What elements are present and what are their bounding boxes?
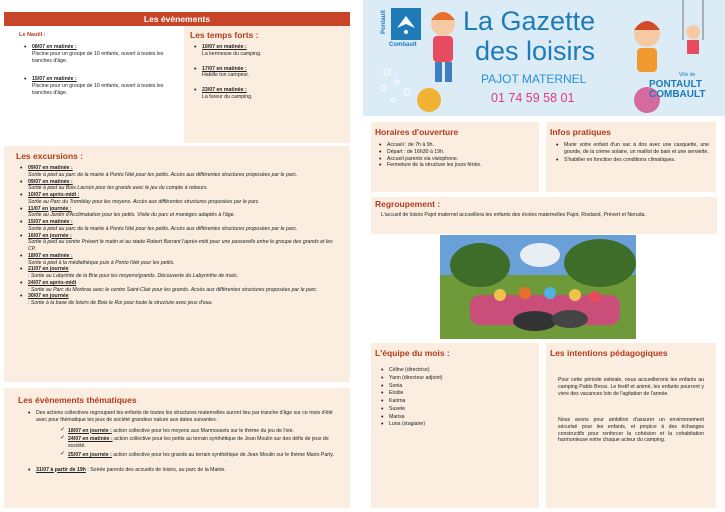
item-text: Piscine pour un groupe de 10 enfants, ouvert à toutes les tranches d'âge. [32, 50, 164, 64]
item-text: action collective pour les moyens aux Marmousets sur le thème du jeu de l'oie. [113, 427, 294, 434]
thematiques-sublist [58, 428, 336, 459]
list-item [18, 165, 340, 179]
infos-list [554, 142, 709, 163]
list-item [26, 410, 336, 459]
item-text: Habille ton campeur. [202, 72, 250, 79]
item-text: action collective pour les petits au terrain synthétique de Jean Moulin sur des défis de jeux de société. [68, 436, 329, 449]
list-item [18, 293, 340, 307]
item-text: Sortie à pied au centre Prévert le matin et au stade Robert Barrant l'après-midi pour une passerelle entre le groupe des grands et les CP. [28, 239, 333, 252]
list-item [22, 76, 167, 96]
date-label: • 15/07 en matinée : [32, 76, 77, 83]
horaires-list [377, 142, 532, 169]
gazette-phone: 01 74 59 58 01 [491, 91, 575, 105]
date-label: • 23/07 en matinée : [202, 87, 247, 93]
gazette-title-2: des loisirs [475, 36, 596, 66]
infos-heading: Infos pratiques [550, 127, 611, 137]
date-label: 18/07 en journée : [68, 427, 112, 434]
date-label: • 16/07 en journée : [28, 232, 72, 239]
list-item [18, 219, 340, 233]
date-label: • 08/07 en matinée : [32, 44, 77, 50]
item-text: Sortie au Jardin d'Acclimatation pour les petits. Visite du parc et manèges adaptés à l'âge. [28, 212, 235, 219]
date-label: 24/07 en après-midi [28, 279, 77, 286]
list-item: • Départ : de 16h30 à 19h. [377, 149, 532, 156]
date-label: • 10/07 en matinée : [202, 44, 247, 50]
list-item: • Luna (stagiaire) [379, 421, 529, 428]
list-item: • Karima [379, 398, 529, 405]
date-label: • 09/07 en matinée : [28, 178, 73, 185]
horaires-panel [371, 122, 539, 192]
excursions-list [18, 165, 340, 307]
item-text: Sortie à pied au parc de la mairie à Ponto l'été pour les petits. Accès aux différentes structures proposées par le parc. [28, 225, 298, 232]
date-label: • 18/07 en matinée : [28, 252, 73, 259]
list-item [18, 233, 340, 253]
group-photo [440, 235, 636, 339]
item-text: La fureur du camping. [202, 93, 253, 100]
nautil-list [22, 44, 167, 101]
list-item [22, 44, 167, 64]
nautil-panel [4, 26, 182, 143]
excursions-heading: Les excursions : [16, 151, 84, 161]
list-item [18, 192, 340, 206]
list-item: • Elodie [379, 390, 529, 397]
logo-text: Combault [389, 42, 417, 48]
list-item [58, 436, 336, 450]
item-text: : Soirée parents des accueils de loisirs, au parc de la Mairie. [87, 466, 226, 473]
infos-panel [546, 122, 716, 192]
bubbles-decoration [363, 0, 473, 116]
temps-forts-heading: Les temps forts : [190, 30, 259, 40]
item-text: action collective pour les grands au terrain synthétique de Jean Moulin sur le thème Mario Party. [113, 451, 335, 458]
list-item: • Marisa [379, 414, 529, 421]
thematiques-heading: Les évènements thématiques [18, 395, 137, 405]
date-label: 21/07 en journée [28, 266, 69, 273]
date-label: • 15/07 en matinée : [28, 219, 73, 225]
date-label: • 17/07 en matinée : [202, 65, 247, 72]
temps-forts-list [192, 44, 342, 105]
list-item [58, 452, 336, 459]
thematiques-panel [4, 388, 350, 508]
item-text: La kermesse du camping. [202, 50, 262, 57]
list-item: • Céline (directrice) [379, 367, 529, 374]
equipe-heading: L'équipe du mois : [375, 348, 450, 358]
list-item [18, 179, 340, 193]
item-text: : Sortie au Labyrinte de la Brie pour les moyens/grands. Découverte du Labyrinthe de maïs. [28, 273, 239, 279]
list-item [18, 206, 340, 220]
intentions-panel [546, 343, 716, 508]
list-item: • Yann (directeur adjoint) [379, 375, 529, 382]
list-item [18, 280, 340, 294]
date-label: • 09/07 en matinée : [28, 165, 73, 171]
intentions-text-1: Pour cette période estivale, nous accueillerons les enfants au camping Pablo Bross. Le festif et animé, les enfants pourront y vivre des vacances loin de l'agitation de l'année. [558, 377, 704, 397]
list-item: • Accueil : de 7h à 9h. [377, 142, 532, 149]
item-text: Sortie à pied au Bois Lacroix pour les grands avec le jeu du compte à rebours. [28, 185, 208, 192]
list-item: • Susete [379, 406, 529, 413]
intro-text: • Des actions collectives regroupant les enfants de toutes les structures maternelles auront lieu par tranche d'âge sur ce mois d'été avec pour thématique les jeux de société grandeur nature aux dates suivantes : [36, 410, 333, 423]
list-item [192, 87, 342, 101]
gazette-subtitle: PAJOT MATERNEL [481, 72, 587, 86]
item-text: Sortie au Parc du Tremblay pour les moyens. Accès aux différentes structures proposées par le parc. [28, 198, 260, 205]
date-label: • 11/07 en journée : [28, 205, 72, 212]
regroupement-text: L'accueil de loisirs Pajot maternel accueillera les enfants des écoles maternelles Pajot, Rostand, Prévert et Neruda. [381, 212, 646, 218]
town-line-2: COMBAULT [649, 89, 706, 100]
nautil-heading: Le Nautil : [19, 32, 46, 38]
list-item [18, 253, 340, 267]
logo-side-text: Pontault [381, 10, 387, 34]
list-item [58, 428, 336, 435]
date-label: • 10/07 en après-midi : [28, 192, 80, 198]
intentions-text-2: Nous avons pour ambition d'assurer un environnement sécurisé pour les enfants, et propice à des échanges constructifs pour renforcer la cohésion et la cohabitation harmonieuse entre chaque acteur du camping. [558, 417, 704, 444]
list-item [26, 467, 336, 474]
item-text: Sortie à pied à la médiathèque puis à Ponto l'été pour les petits. [28, 259, 175, 266]
excursions-panel [4, 146, 350, 382]
item-text: : Sortie à la base de loisirs de Bois le Roi pour toute la structure avec jeux d'eau. [28, 300, 213, 306]
events-banner: Les évènements [4, 12, 350, 26]
gazette-title-1: La Gazette [463, 6, 596, 36]
horaires-heading: Horaires d'ouverture [375, 127, 459, 137]
equipe-list [379, 367, 529, 429]
regroupement-heading: Regroupement : [375, 199, 441, 209]
gazette-header [363, 0, 725, 116]
list-item [192, 44, 342, 58]
list-item [192, 66, 342, 80]
intentions-heading: Les intentions pédagogiques [550, 348, 668, 358]
regroupement-panel [371, 197, 717, 234]
date-label: 30/07 en journée [28, 293, 69, 300]
group-photo-image [440, 235, 636, 339]
item-text: : Sortie au Parc du Morbras avec le centre Saint-Clair pour les grands. Accès aux différentes structures proposées par le parc. [28, 286, 318, 293]
temps-forts-panel [184, 26, 350, 143]
list-item: • S'habiller en fonction des conditions climatiques. [554, 157, 709, 164]
list-item [18, 266, 340, 280]
list-item: • Sonia [379, 383, 529, 390]
list-item: • Munir votre enfant d'un sac à dos avec une casquette, une gourde, de la crème solaire, un maillot de bain et une serviette. [554, 142, 709, 156]
thematiques-list [26, 410, 336, 477]
list-item: • Accueil parents via visiophone. [377, 156, 532, 163]
date-label: 24/07 en matinée : [68, 436, 113, 443]
town-line-1: PONTAULT [649, 79, 702, 90]
date-label: 25/07 en journée : [68, 451, 112, 458]
list-item: • Fermeture de la structure les jours fériés. [377, 162, 532, 169]
item-text: Sortie à pied au parc de la mairie à Ponto l'été pour les petits. Accès aux différentes structures proposées par le parc. [28, 171, 298, 178]
equipe-panel [371, 343, 539, 508]
date-label: 31/07 à partir de 19h [36, 466, 86, 473]
item-text: Piscine pour un groupe de 10 enfants, ouvert à toutes les tranches d'âge. [32, 83, 164, 96]
town-small: Ville de [679, 72, 696, 78]
